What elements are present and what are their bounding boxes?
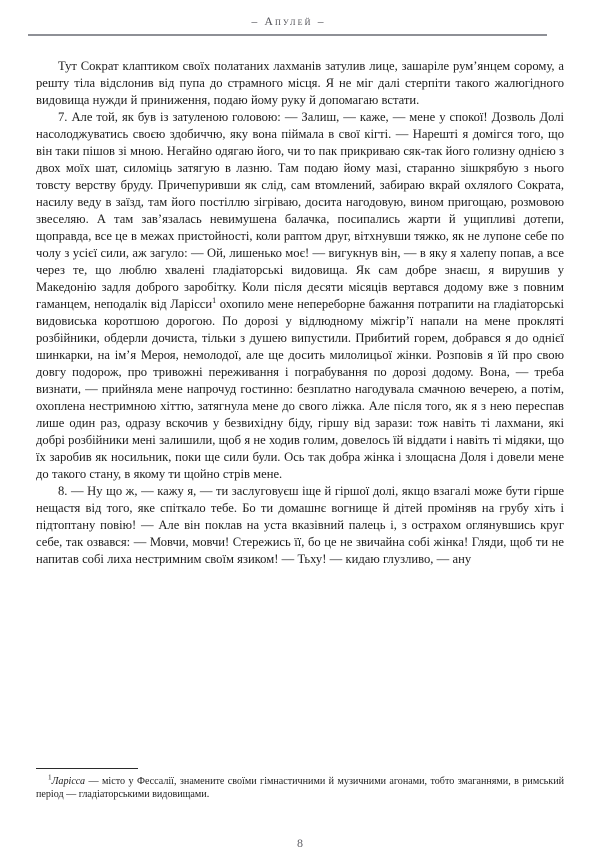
paragraph-continued: Тут Сократ клаптиком своїх полатаних лахманів затулив лице, зашаріле рум’янцем сорому, а решту тіла відслонив від пупа до страмного місця. Я не міг далі стерпіти такого жалюгідного видовища нужди й приниження, подаю йому руку й допомагаю встати. xyxy=(36,59,564,107)
page-number: 8 xyxy=(297,836,303,850)
page-header xyxy=(28,14,547,36)
paragraph-7-text-continued: охопило мене непереборне бажання потрапити на гладіаторські видовиська коротшою дорогою. По дорозі у відлюдному міжгір’ї напали на мене прокляті розбійники, обдерли дочиста, тільки з душею випустили. Прибитий горем, добрався я до однієї шинкарки, на ім’я Мероя, немолодої, але ще досить милолицьої жінки. Розповів я їй про свою довгу подорож, про тривожні переживання і пограбування по дорозі додому. Вона, — треба визнати, — прийняла мене напрочуд гостинно: безплатно нагодувала смачною вечерею, а потім, охоплена нестримною хіттю, затягнула мене до свого ліжка. Але після того, як я з нею переспав лише один раз, одразу вскочив у безвихідну біду, гіршу від зарази: тож навіть ті лахмани, які добрі розбійники мені залишили, щоб я не ходив голим, довелось їй віддати і навіть ті мідяки, що їх заробив як носильник, поки ще сили були. Ось так добра жінка і злощасна Доля і довели мене до такого стану, в якому ти щойно стрів мене. xyxy=(36,297,564,481)
header-divider xyxy=(28,34,547,36)
paragraph-7-text: 7. Але той, як був із затуленою головою: — Залиш, — каже, — мене у спокої! Дозволь Долі насолоджуватись своєю здобиччю, яку вона піймала в свої кігті. — Нарешті я домігся того, що він таки пішов зі мною. Негайно одягаю його, чи то пак прикриваю сяк-так його голизну однією з двох моїх шат, силоміць затягую в лазню. Там подаю йому мазі, старанно зішкрябую з нього товсту верству бруду. Причепуривши як слід, сам втомлений, забираю вкрай охлялого Сократа, насилу веду в заїзд, там його постіллю зігріваю, досита нагодовую, вином пригощаю, розмовою звеселяю. А там зав’язалась невимушена балачка, посипались жарти й ущипливі дотепи, щоправда, все це в межах пристойності, коли раптом друг, вітхнувши тяжко, як не лупоне себе по чолу з усієї сили, аж загуло: — Ой, лишенько моє! — вигукнув він, — в яку я халепу попав, а все через те, що люблю хвалені гладіаторські видовища. Як сам добре знаєш, я вирушив у Македонію задля доброго заробітку. Коли після десяти місяців вертався додому вже з повним гаманцем, неподалік від Ларісси xyxy=(36,110,564,311)
paragraph-7 xyxy=(36,109,564,483)
paragraph-8: 8. — Ну що ж, — кажу я, — ти заслуговуєш іще й гіршої долі, якщо взагалі може бути гірше нещастя від того, яке спіткало тебе. Бо ти домашнє вогнище й дітей проміняв на грубу хіть і підтоптану повію! — Але він поклав на уста вказівний палець і, з острахом оглянувшись круг себе, так озвався: — Мовчи, мовчи! Стережись її, бо це не звичайна собі жінка! Гляди, щоб ти не напитав собі лиха нестримним своїм язиком! — Тьху! — кидаю глузливо, — ану xyxy=(36,484,564,566)
body-text-block xyxy=(36,58,564,568)
footnote-area xyxy=(36,768,564,802)
footnote-text: — місто у Фессалії, знамените своїми гімнастичними й музичними агонами, тобто змаганнями, в римський період — гладіаторськими видовищами. xyxy=(36,776,564,801)
footnote-marker: 1 xyxy=(48,773,52,782)
running-title: – Апулей – xyxy=(251,16,326,28)
footnote-divider xyxy=(36,768,138,769)
footnote-reference-1[interactable]: 1 xyxy=(212,295,217,305)
footnote-lemma: Ларісса xyxy=(51,776,86,787)
footnote-1 xyxy=(36,775,564,802)
